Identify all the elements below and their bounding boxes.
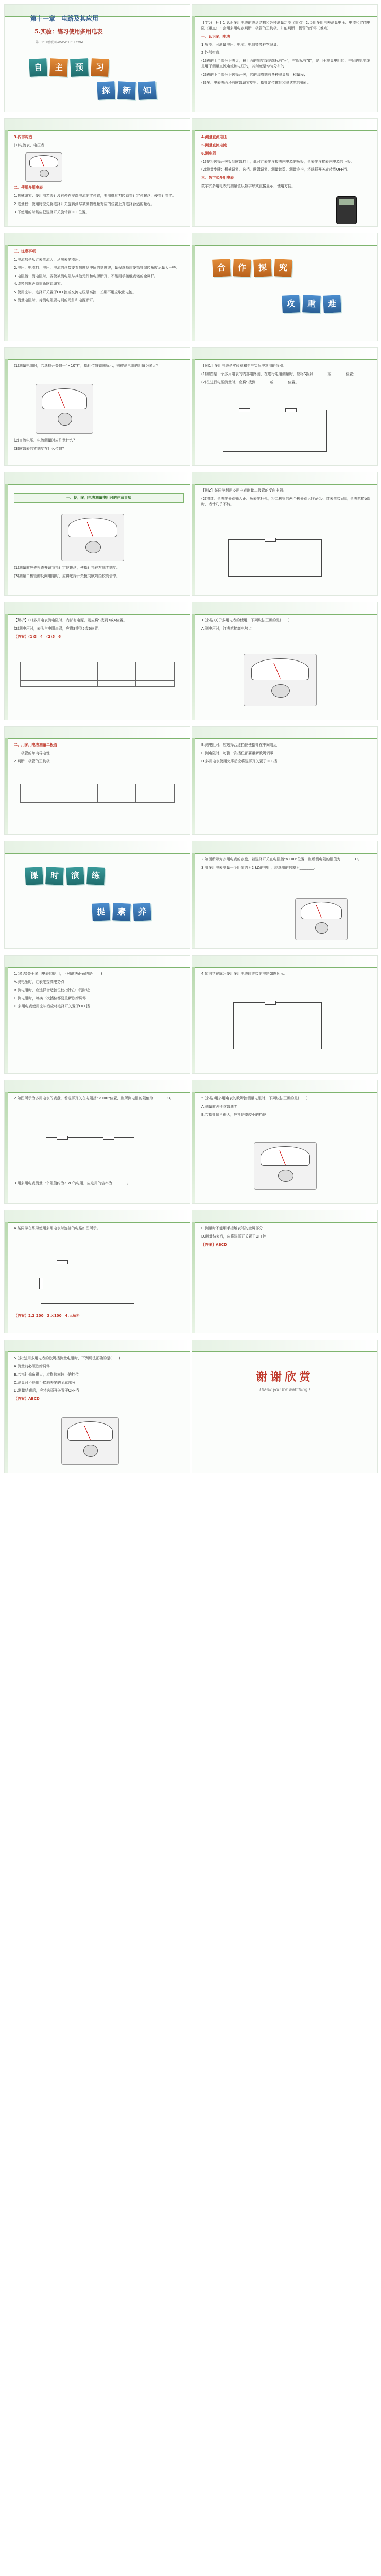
answer-text: 【答案】2.2 200 3.×100 4.见解析 — [14, 1314, 80, 1318]
section-heading: 5.测量直流电流 — [201, 143, 227, 147]
slide-17 — [4, 955, 190, 1074]
body-text: 1.(多选)关于多用电表的使用，下列说法正确的是( ) — [14, 972, 102, 976]
slide-header-band — [5, 727, 190, 739]
side-decoration — [192, 1092, 195, 1203]
tile-char: 作 — [233, 259, 251, 277]
body-text: 5.使用完毕，选择开关置于OFF挡或交流电压最高挡，长期不用应取出电池。 — [14, 290, 136, 295]
multimeter-image — [61, 514, 124, 561]
data-table — [20, 662, 175, 687]
body-text: (1)表的上半部分为表盘，最上面的刻度线左端标有"∞"，右端标有"0"，是用于测量电阻的；中间的刻度线是用于测量直流电流和电压的，其刻度是均匀分布的； — [201, 59, 370, 69]
tile-char: 知 — [138, 81, 157, 100]
body-text: 1.功能：可测量电压、电流、电阻等多种物理量。 — [201, 42, 281, 47]
tile-char: 提 — [92, 903, 110, 921]
slide-header-band — [5, 119, 190, 131]
body-text: 1.电流都是从红表笔流入，从黑表笔流出。 — [14, 257, 82, 262]
answer-text: 【答案】(1)3 4 (2)5 6 — [14, 634, 61, 639]
section-heading: 二、用多用电表测量二极管 — [14, 743, 57, 747]
slide-18 — [192, 955, 378, 1074]
body-text: 4.某同学在练习使用多用电表时连接的电路如图所示。 — [14, 1226, 100, 1230]
slide-header-band — [192, 602, 377, 615]
side-decoration — [5, 1222, 8, 1333]
slide-header-band — [5, 1210, 190, 1223]
slide-26 — [192, 1480, 378, 2576]
slide-header-band — [5, 602, 190, 615]
slide-25 — [4, 1480, 190, 2576]
body-text: (3)测量二极管的反向电阻时，应将选择开关拨向欧姆挡较高倍率。 — [14, 573, 120, 578]
tile-char: 课 — [25, 867, 43, 885]
tile-char: 探 — [253, 259, 272, 277]
slide-thanks — [192, 1340, 378, 1473]
slide-header-band — [192, 1340, 377, 1352]
body-text: D.多用电表使用完毕后应将选择开关置于OFF挡 — [201, 759, 278, 764]
learning-goals: 【学习目标】1.认识多用电表的表盘结构和各种测量功能（重点）2.会用多用电表测量电压、电流和定值电阻（重点）3.会用多用电表判断二极管的正负极，并能判断二极管的好坏（难点） — [201, 21, 371, 30]
body-text: B.若指针偏角很大，应换倍率较小的挡位 — [14, 1372, 79, 1377]
section-heading: 三、数字式多用电表 — [201, 176, 234, 180]
circuit-diagram — [228, 539, 322, 577]
topic-box: 一、使用多用电表测量电阻时的注意事项 — [14, 493, 184, 503]
slide-header-band — [192, 956, 377, 968]
body-text: C.测量时不能用手接触表笔的金属部分 — [14, 1380, 76, 1385]
tile-char: 重 — [302, 295, 321, 313]
slide-header-band — [192, 841, 377, 854]
body-text: A.测量前必须欧姆调零 — [201, 1104, 237, 1109]
thanks-subtitle: Thank you for watching ! — [258, 1387, 311, 1392]
body-text: 3.不使用的时候应把选择开关旋转到OFF位置。 — [14, 210, 90, 214]
side-decoration — [5, 1092, 8, 1203]
section-heading: 4.测量直流电压 — [201, 135, 227, 139]
slide-9 — [4, 472, 190, 596]
slide-12 — [192, 602, 378, 720]
tile-char: 难 — [323, 295, 341, 313]
side-decoration — [5, 614, 8, 720]
circuit-diagram — [46, 1137, 134, 1174]
side-decoration — [192, 359, 195, 465]
body-text: D.测量结束后，应将选择开关置于OFF挡 — [201, 1234, 267, 1239]
body-text: C.测量时不能用手接触表笔的金属部分 — [201, 1226, 263, 1230]
body-text: (3)多用电表表面还有欧姆调零旋钮、指针定位螺丝和测试笔的插孔。 — [201, 80, 311, 85]
side-decoration — [192, 16, 195, 112]
tile-char: 合 — [212, 259, 231, 277]
body-text: A.测电压时，红表笔接高电势点 — [14, 979, 64, 984]
body-text: C.测电阻时，每换一次挡位都要重新欧姆调零 — [201, 751, 274, 755]
difficulty-banner — [282, 295, 341, 313]
slide-3 — [4, 118, 190, 227]
tile-char: 究 — [274, 259, 292, 277]
body-text: (1)如图是一个多用电表的内部电路图，在进行电阻测量时，应将S拨到________或________位置； — [201, 371, 357, 376]
multimeter-image — [36, 384, 93, 434]
slide-header-band — [192, 472, 377, 485]
slide-7 — [4, 347, 190, 466]
tile-char: 新 — [117, 81, 136, 100]
side-decoration — [5, 967, 8, 1073]
section-heading: 一、认识多用电表 — [201, 34, 230, 39]
circuit-diagram — [233, 1002, 322, 1049]
body-text: 数字式多用电表的测量值以数字形式直接显示，使用方便。 — [201, 184, 295, 189]
slide-header-band — [192, 5, 377, 17]
lesson-title: 5.实验：练习使用多用电表 — [34, 28, 103, 35]
answer-text: 【答案】ABCD — [201, 1242, 227, 1247]
multimeter-image — [244, 654, 317, 706]
body-text: 3.电阻挡：测电阻时，要使被测电阻与其他元件和电源断开，不能用手接触表笔的金属杆。 — [14, 274, 158, 278]
side-decoration — [5, 245, 8, 341]
circuit-diagram — [223, 410, 327, 452]
body-text: 2.如图所示为多用电表的表盘，若选择开关在电阻挡"×100"位置，则所测电阻的阻值为________Ω。 — [14, 1096, 174, 1100]
body-text: D.多用电表使用完毕后应将选择开关置于OFF挡 — [14, 1004, 90, 1009]
body-text: 1.(多选)关于多用电表的使用，下列说法正确的是( ) — [201, 618, 290, 622]
body-text: B.测电阻时，应选择合适挡位使指针在中间附近 — [14, 988, 90, 992]
digital-multimeter-image — [336, 196, 357, 224]
body-text: A.测电压时，红表笔接高电势点 — [201, 626, 252, 631]
slide-19 — [4, 1080, 190, 1204]
slide-4 — [192, 118, 378, 227]
body-text: 2.如图所示为多用电表的表盘，若选择开关在电阻挡"×100"位置，则所测电阻的阻值为________Ω。 — [201, 857, 361, 861]
slide-header-band — [192, 1210, 377, 1223]
slide-13 — [4, 726, 190, 835]
body-text: 【例1】多用电表是实验室和生产实际中常用的仪器。 — [201, 364, 287, 368]
body-text: 2.外部构造： — [201, 50, 223, 55]
answer-text: 【答案】ABCD — [14, 1397, 40, 1401]
body-text: (2)在进行电压测量时，应将S拨到________或________位置。 — [201, 380, 299, 384]
thanks-block — [228, 1368, 341, 1415]
slide-title — [4, 4, 190, 112]
body-text: (3)欧姆表的零刻度在什么位置？ — [14, 446, 66, 451]
side-decoration — [5, 484, 8, 595]
slide-header-band — [5, 1340, 190, 1352]
body-text: 6.测量电阻时，待测电阻要与别的元件和电源断开。 — [14, 298, 97, 303]
body-text: B.测电阻时，应选择合适挡位使指针在中间附近 — [201, 743, 278, 747]
slide-header-band — [192, 1080, 377, 1093]
side-decoration — [192, 484, 195, 595]
tile-char: 习 — [91, 58, 109, 77]
slide-11 — [4, 602, 190, 720]
body-text: 3.用多用电表测量一个阻值约为2 kΩ的电阻，应选用的倍率为________。 — [201, 865, 318, 870]
slide-22 — [192, 1210, 378, 1333]
slide-header-band — [5, 348, 190, 360]
practice-banner — [25, 867, 105, 885]
body-text: 【解析】(1)多用电表测电阻时，内部有电源，则应将S拨到3或4位置。 — [14, 618, 127, 622]
body-text: (1)电流表、电压表 — [14, 143, 44, 147]
source-url: 第一PPT模板网-WWW.1PPT.COM — [36, 41, 83, 44]
side-decoration — [192, 614, 195, 720]
body-text: 2.电压、电流挡：电压、电流的读数要看刻度盘中间的刻度线，量程选择应使指针偏转角度尽量大一些。 — [14, 265, 180, 270]
slide-8 — [192, 347, 378, 466]
tile-char: 演 — [66, 867, 84, 885]
side-decoration — [192, 1222, 195, 1333]
tile-char: 养 — [133, 903, 151, 921]
side-decoration — [192, 738, 195, 834]
body-text: C.测电阻时，每换一次挡位都要重新欧姆调零 — [14, 996, 86, 1001]
multimeter-image — [61, 1417, 119, 1465]
improve-banner — [92, 903, 151, 921]
slide-header-band — [192, 233, 377, 246]
body-text: (2)将红、黑表笔分别插入正、负表笔插孔，将二极管的两个极分别记作a和b，红表笔接a端，黑表笔接b端时，表针几乎不转。 — [201, 496, 371, 506]
body-text: 5.(多选)用多用电表的欧姆挡测量电阻时，下列说法正确的是( ) — [201, 1096, 308, 1100]
preview-banner — [29, 59, 109, 76]
body-text: A.测量前必须欧姆调零 — [14, 1364, 50, 1368]
body-text: (2)表的下半部分为选择开关，它的四周刻有各种测量项目和量程； — [201, 72, 307, 77]
slide-6 — [192, 233, 378, 341]
slide-header-band — [192, 119, 377, 131]
body-text: D.测量结束后，应将选择开关置于OFF挡 — [14, 1388, 79, 1393]
section-heading: 3.内部构造 — [14, 135, 32, 139]
tile-char: 攻 — [282, 295, 300, 313]
multimeter-image — [25, 152, 62, 182]
tile-char: 主 — [49, 58, 68, 77]
body-text: (2)直流电压、电流测量时应注意什么？ — [14, 438, 77, 443]
side-decoration — [192, 245, 195, 341]
section-heading: 6.测电阻 — [201, 151, 216, 156]
body-text: 4.改换倍率必须重新欧姆调零。 — [14, 282, 64, 286]
slide-header-band — [5, 841, 190, 854]
tile-char: 探 — [97, 81, 115, 100]
multimeter-image — [295, 898, 348, 940]
side-decoration — [5, 130, 8, 226]
slide-header-band — [5, 1080, 190, 1093]
slide-2 — [192, 4, 378, 112]
explore-banner — [213, 259, 292, 277]
slide-header-band — [192, 727, 377, 739]
section-heading: 三、注意事项 — [14, 249, 36, 253]
section-heading: 二、使用多用电表 — [14, 185, 43, 190]
body-text: 2.判断二极管的正负极 — [14, 759, 50, 764]
data-table — [20, 784, 175, 803]
chapter-title: 第十一章 电路及其应用 — [30, 15, 99, 22]
slide-header-band — [5, 233, 190, 246]
body-text: 2.选量程：使用时应先将选择开关旋转到与被测物理量对应的位置上并选择合适的量程。 — [14, 201, 154, 206]
body-text: (1)测量前应先检查并调节指针定位螺丝，使指针指在左端零刻度。 — [14, 566, 120, 570]
body-text: (1)测量电阻时，若选择开关置于"×10"挡，指针位置如图所示，则被测电阻的阻值为多大？ — [14, 364, 160, 368]
tile-char: 素 — [112, 903, 131, 921]
body-text: 5.(多选)用多用电表的欧姆挡测量电阻时，下列说法正确的是( ) — [14, 1356, 120, 1360]
side-decoration — [5, 1351, 8, 1473]
multimeter-image — [254, 1142, 317, 1190]
slide-practice-banner — [4, 841, 190, 949]
tile-char: 练 — [86, 867, 105, 885]
slide-10 — [192, 472, 378, 596]
tile-char: 时 — [45, 867, 64, 885]
body-text: 1.二极管的单向导电性 — [14, 751, 50, 755]
slide-5 — [4, 233, 190, 341]
slide-23 — [4, 1340, 190, 1473]
tile-char: 预 — [70, 58, 89, 77]
slide-header-band — [5, 956, 190, 968]
new-knowledge-banner — [97, 82, 156, 99]
side-decoration — [192, 967, 195, 1073]
body-text: 1.机械调零：使用前若表针没有停在左端电流的零位置，要用螺丝刀转动指针定位螺丝，使指针指零。 — [14, 193, 176, 198]
circuit-diagram — [41, 1262, 134, 1304]
side-decoration — [192, 853, 195, 948]
body-text: 3.用多用电表测量一个阻值约为2 kΩ的电阻，应选用的倍率为________。 — [14, 1181, 130, 1185]
body-text: 4.某同学在练习使用多用电表时连接的电路如图所示。 — [201, 972, 288, 976]
slide-14 — [192, 726, 378, 835]
body-text: 【例2】某同学利用多用电表测量二极管的反向电阻。 — [201, 488, 287, 493]
side-decoration — [5, 738, 8, 834]
side-decoration — [192, 130, 195, 226]
slide-21 — [4, 1210, 190, 1333]
tile-char: 自 — [29, 58, 47, 77]
slide-20 — [192, 1080, 378, 1204]
body-text: (2)测电压时，表头与电阻串联，应将S拨到5或6位置。 — [14, 626, 102, 631]
body-text: (1)要将选择开关扳到欧姆挡上，此时红表笔连接表内电源的负极，黑表笔连接表内电源的正极。 — [201, 159, 354, 164]
slide-header-band — [192, 348, 377, 360]
slide-header-band — [5, 472, 190, 485]
side-decoration — [5, 359, 8, 465]
body-text: B.若指针偏角很大，应换倍率较小的挡位 — [201, 1112, 267, 1117]
thanks-title: 谢谢欣赏 — [255, 1370, 314, 1384]
slide-16 — [192, 841, 378, 949]
body-text: (2)测量步骤：机械调零、选挡、欧姆调零、测量读数、测量完毕，将选择开关旋转到OFF挡。 — [201, 167, 351, 172]
